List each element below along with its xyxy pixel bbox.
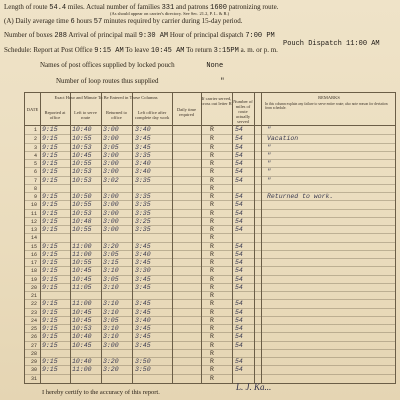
cell-remarks xyxy=(267,375,393,383)
cell-left: 10:55 xyxy=(72,160,92,167)
header-left-office: Left office after complete day work xyxy=(134,110,170,120)
cell-day: 13 xyxy=(30,227,37,233)
cell-left: 10:45 xyxy=(72,316,92,324)
cell-rr: R xyxy=(210,349,214,357)
cell-remarks: " xyxy=(267,168,271,176)
cell-day: 12 xyxy=(30,218,37,225)
cell-day: 25 xyxy=(30,326,37,332)
cell-left: 11:00 xyxy=(72,300,92,308)
cell-day: 6 xyxy=(33,169,37,176)
cell-mi: 54 xyxy=(235,143,243,151)
cell-left: 10:55 xyxy=(72,135,92,143)
cell-rep: 9:15 xyxy=(42,135,58,143)
cell-rr: R xyxy=(210,242,214,250)
cell-day: 24 xyxy=(30,317,37,324)
cell-mi: 54 xyxy=(235,126,243,133)
arrival-value: 9:30 AM xyxy=(138,32,169,40)
header-daily-time: Daily time required xyxy=(176,107,197,117)
cell-left: 10:53 xyxy=(72,176,92,184)
cell-remarks: Vacation xyxy=(267,135,299,143)
header-carrier-served: If carrier served, cross out letter R xyxy=(201,96,232,106)
cell-left: 10:55 xyxy=(72,259,92,266)
cell-off: 3:30 xyxy=(135,267,151,275)
cell-day: 4 xyxy=(33,152,37,159)
cell-rep: 9:15 xyxy=(42,333,58,341)
cell-off: 3:45 xyxy=(135,242,151,250)
miles-label: miles. Actual number of families xyxy=(67,3,160,11)
cell-rep: 9:15 xyxy=(42,283,58,291)
header-returned: Returned to office xyxy=(105,110,128,120)
cell-ret: 3:20 xyxy=(103,366,119,374)
cell-rep: 9:15 xyxy=(42,316,58,324)
daily-minutes: 57 xyxy=(93,18,103,26)
cell-mi: 54 xyxy=(235,341,243,349)
cell-rep: 9:15 xyxy=(42,160,58,167)
cell-rep: 9:15 xyxy=(42,341,58,349)
cell-rr: R xyxy=(210,176,214,184)
cell-off: 3:35 xyxy=(135,201,151,209)
cell-ret: 3:10 xyxy=(103,333,119,341)
cell-day: 1 xyxy=(33,127,37,133)
cell-day: 2 xyxy=(33,136,37,143)
cell-rep: 9:15 xyxy=(42,358,58,365)
cell-ret: 3:10 xyxy=(103,267,119,275)
cell-off: 3:50 xyxy=(135,358,151,365)
cell-off: 3:45 xyxy=(135,341,151,349)
boxes-value: 288 xyxy=(54,32,67,40)
line-boxes xyxy=(4,31,275,40)
cell-rr: R xyxy=(210,300,214,308)
cell-rep: 9:15 xyxy=(42,217,58,225)
cell-mi: 54 xyxy=(235,160,243,167)
cell-left: 10:55 xyxy=(72,201,92,209)
cell-off: 3:40 xyxy=(135,316,151,324)
cell-ret: 3:05 xyxy=(103,143,119,151)
cell-off: 3:45 xyxy=(135,283,151,291)
cell-rep: 9:15 xyxy=(42,193,58,200)
cell-mi: 54 xyxy=(235,250,243,258)
cell-left: 11:00 xyxy=(72,366,92,374)
cell-rr: R xyxy=(210,259,214,266)
cell-mi: 54 xyxy=(235,283,243,291)
header-left-serve: Left to serve route xyxy=(74,110,97,120)
cell-mi: 54 xyxy=(235,275,243,283)
cell-rr: R xyxy=(210,126,214,133)
pouch-value: None xyxy=(206,62,224,70)
cell-left: 10:53 xyxy=(72,168,92,176)
cell-mi: 54 xyxy=(235,193,243,200)
cell-rep: 9:15 xyxy=(42,250,58,258)
cell-left: 10:53 xyxy=(72,209,92,217)
cell-left: 10:40 xyxy=(72,358,92,365)
families-value: 331 xyxy=(161,4,175,12)
cell-off: 3:40 xyxy=(135,250,151,258)
header-date: DATE xyxy=(26,107,39,112)
cell-ret: 3:10 xyxy=(103,283,119,291)
cell-rr: R xyxy=(210,283,214,291)
cell-ret: 3:00 xyxy=(103,160,119,167)
cell-mi: 54 xyxy=(235,267,243,275)
daily-hours: 6 xyxy=(70,18,75,26)
cell-rr: R xyxy=(210,325,214,332)
cell-day: 11 xyxy=(30,210,37,217)
cell-remarks: " xyxy=(267,176,271,184)
header-remarks: REMARKS xyxy=(318,95,340,100)
cell-off: 3:45 xyxy=(135,333,151,341)
line-locked-pouch xyxy=(40,61,223,70)
cell-left: 10:50 xyxy=(72,193,92,200)
cell-rr: R xyxy=(210,267,214,275)
cell-day: 26 xyxy=(30,334,37,341)
cell-mi: 54 xyxy=(235,308,243,316)
cell-remarks: " xyxy=(267,126,271,133)
dispatch-value: 7:00 PM xyxy=(245,32,275,40)
cell-rr: R xyxy=(210,143,214,151)
cell-rr: R xyxy=(210,374,214,382)
table-row xyxy=(25,126,395,134)
cell-rr: R xyxy=(210,234,214,242)
cell-left: 11:00 xyxy=(72,250,92,258)
return-time: 3:15PM xyxy=(213,47,239,55)
cell-rep: 9:15 xyxy=(42,176,58,184)
cell-mi: 54 xyxy=(235,242,243,250)
cell-mi: 54 xyxy=(235,135,243,143)
cell-mi: 54 xyxy=(235,366,243,374)
length-label: Length of route xyxy=(4,3,48,11)
cell-rr: R xyxy=(210,151,214,159)
cell-ret: 3:10 xyxy=(103,308,119,316)
cell-ret: 3:00 xyxy=(103,135,119,143)
cell-off: 3:45 xyxy=(135,275,151,283)
cell-left: 10:53 xyxy=(72,325,92,332)
cell-remarks: " xyxy=(267,143,271,151)
leave-label: To leave xyxy=(125,46,150,54)
cell-rr: R xyxy=(210,275,214,283)
cell-off: 3:45 xyxy=(135,135,151,143)
cell-day: 16 xyxy=(30,251,37,258)
cell-day: 18 xyxy=(30,268,37,275)
cell-left: 10:48 xyxy=(72,217,92,225)
cell-rep: 9:15 xyxy=(42,325,58,332)
cell-rep: 9:15 xyxy=(42,201,58,209)
cell-day: 22 xyxy=(30,301,37,308)
cell-ret: 3:00 xyxy=(103,168,119,176)
cell-mi: 54 xyxy=(235,201,243,209)
families-footnote: (As should appear on carrier's directory. See Sec. 21.2, P. L. & R.) xyxy=(110,11,230,16)
cell-rr: R xyxy=(210,341,214,349)
cell-day: 3 xyxy=(33,144,37,151)
line-loop-routes xyxy=(56,77,224,86)
report-time: 9:15 AM xyxy=(94,47,124,55)
cell-ret: 3:00 xyxy=(103,126,119,133)
cell-rep: 9:15 xyxy=(42,275,58,283)
cell-left: 10:45 xyxy=(72,275,92,283)
patronizing-label: patronizing route. xyxy=(228,3,279,11)
header-miles: Number of miles of route actually served xyxy=(233,99,253,124)
cell-rr: R xyxy=(210,160,214,167)
cell-rr: R xyxy=(210,226,214,233)
cell-rep: 9:15 xyxy=(42,308,58,316)
cell-mi: 54 xyxy=(235,358,243,365)
cell-day: 14 xyxy=(30,235,37,242)
minutes-label: minutes required by carrier during 15-day period. xyxy=(103,17,243,25)
cell-mi: 54 xyxy=(235,209,243,217)
cell-day: 30 xyxy=(30,367,37,374)
loop-label: Number of loop routes thus supplied xyxy=(56,77,159,85)
cell-rr: R xyxy=(210,333,214,341)
cell-ret: 3:05 xyxy=(103,250,119,258)
cell-rr: R xyxy=(210,366,214,374)
cell-day: 21 xyxy=(30,293,37,299)
cell-mi: 54 xyxy=(235,168,243,176)
cell-rr: R xyxy=(210,358,214,365)
cell-rr: R xyxy=(210,316,214,324)
cell-off: 3:40 xyxy=(135,160,151,167)
cell-off: 3:40 xyxy=(135,126,151,133)
cell-day: 8 xyxy=(33,185,37,192)
cell-mi: 54 xyxy=(235,300,243,308)
cell-mi: 54 xyxy=(235,226,243,233)
cell-rep: 9:15 xyxy=(42,242,58,250)
cell-rep xyxy=(42,375,70,383)
ampm-label: a. m. or p. m. xyxy=(240,46,278,54)
header-reported: Reported at office xyxy=(44,110,66,120)
cell-rr: R xyxy=(210,135,214,143)
schedule-label: Schedule: Report at Post Office xyxy=(4,46,93,54)
cell-off: 3:50 xyxy=(135,366,151,374)
cell-ret: 3:00 xyxy=(103,193,119,200)
cell-left: 10:55 xyxy=(72,226,92,233)
cell-off: 3:35 xyxy=(135,176,151,184)
cell-ret: 3:00 xyxy=(103,341,119,349)
cell-ret xyxy=(103,375,132,383)
cell-day: 17 xyxy=(30,260,37,266)
cell-rr: R xyxy=(210,184,214,192)
cell-left: 10:45 xyxy=(72,267,92,275)
cell-left: 10:40 xyxy=(72,333,92,341)
cell-left: 10:53 xyxy=(72,143,92,151)
dispatch-label: Hour of principal dispatch xyxy=(169,31,244,39)
cell-rr: R xyxy=(210,193,214,200)
leave-time: 10:45 AM xyxy=(150,47,185,55)
cell-ret: 3:00 xyxy=(103,201,119,209)
cell-off xyxy=(135,375,172,383)
cell-ret: 3:02 xyxy=(103,176,119,184)
cell-mi: 54 xyxy=(235,259,243,266)
cell-remarks: Returned to work. xyxy=(267,193,334,200)
cell-day: 31 xyxy=(30,375,37,382)
cell-mi: 54 xyxy=(235,325,243,332)
boxes-label: Number of boxes xyxy=(4,31,53,39)
cell-rep: 9:15 xyxy=(42,209,58,217)
cell-rr: R xyxy=(210,201,214,209)
cell-rep: 9:15 xyxy=(42,366,58,374)
cell-rep: 9:15 xyxy=(42,267,58,275)
cell-left: 10:45 xyxy=(72,341,92,349)
daily-record-table xyxy=(24,92,396,384)
return-label: To return xyxy=(186,46,212,54)
cell-rep: 9:15 xyxy=(42,226,58,233)
cell-left: 10:45 xyxy=(72,308,92,316)
cell-day: 19 xyxy=(30,276,37,283)
cell-day: 29 xyxy=(30,359,37,365)
cell-day: 7 xyxy=(33,177,37,184)
cell-day: 27 xyxy=(30,342,37,349)
cell-day: 10 xyxy=(30,202,37,209)
cell-ret: 3:10 xyxy=(103,325,119,332)
cell-rr: R xyxy=(210,209,214,217)
patrons-value: 1600 xyxy=(210,4,227,12)
cell-off: 3:45 xyxy=(135,143,151,151)
cell-ret: 3:00 xyxy=(103,209,119,217)
cell-rr: R xyxy=(210,250,214,258)
hours-label: hours xyxy=(76,17,92,25)
cell-mi: 54 xyxy=(235,151,243,159)
length-value: 54.4 xyxy=(49,4,67,12)
line-daily-average xyxy=(4,17,243,26)
loop-value: " xyxy=(220,78,225,86)
cell-day: 5 xyxy=(33,161,37,167)
cell-rr: R xyxy=(210,308,214,316)
cell-off: 3:45 xyxy=(135,300,151,308)
cell-left: 11:05 xyxy=(72,283,92,291)
cell-mi: 54 xyxy=(235,176,243,184)
cell-off: 3:45 xyxy=(135,308,151,316)
cell-rep: 9:15 xyxy=(42,300,58,308)
cell-mi: 54 xyxy=(235,316,243,324)
cell-day: 23 xyxy=(30,309,37,316)
table-row xyxy=(25,374,395,383)
cell-day: 20 xyxy=(30,284,37,291)
cell-left: 10:45 xyxy=(72,151,92,159)
cell-ret: 3:20 xyxy=(103,242,119,250)
cell-ret: 3:15 xyxy=(103,259,119,266)
pouch-label: Names of post offices supplied by locked pouch xyxy=(40,61,175,69)
cell-rr: R xyxy=(210,217,214,225)
cell-rep: 9:15 xyxy=(42,126,58,133)
cell-off: 3:35 xyxy=(135,151,151,159)
cell-rep: 9:15 xyxy=(42,168,58,176)
cell-off: 3:35 xyxy=(135,209,151,217)
cell-rr: R xyxy=(210,292,214,299)
cell-remarks: " xyxy=(267,151,271,159)
cell-remarks: " xyxy=(267,160,271,167)
cell-left: 10:40 xyxy=(72,126,92,133)
carrier-signature: L. J. Ka... xyxy=(236,382,272,392)
cell-rep: 9:15 xyxy=(42,259,58,266)
cell-ret: 3:10 xyxy=(103,300,119,308)
line-schedule xyxy=(4,46,278,55)
cell-rep: 9:15 xyxy=(42,151,58,159)
cell-rr: R xyxy=(210,168,214,176)
cell-left: 11:00 xyxy=(72,242,92,250)
cell-off: 3:45 xyxy=(135,325,151,332)
cell-ret: 3:00 xyxy=(103,226,119,233)
cell-ret: 3:20 xyxy=(103,358,119,365)
cell-off: 3:35 xyxy=(135,226,151,233)
cell-off: 3:35 xyxy=(135,193,151,200)
cell-day: 28 xyxy=(30,350,37,357)
cell-off: 3:45 xyxy=(135,259,151,266)
cell-mi: 54 xyxy=(235,333,243,341)
pouch-dispatch: Pouch Dispatch 11:00 AM xyxy=(283,40,380,48)
cell-ret: 3:00 xyxy=(103,151,119,159)
header-group: Exact Hour and Minute To Be Entered in These Columns xyxy=(54,95,158,100)
cell-ret: 3:05 xyxy=(103,316,119,324)
cell-ret: 3:05 xyxy=(103,275,119,283)
cell-mi: 54 xyxy=(235,217,243,225)
patrons-label: and patrons xyxy=(175,3,209,11)
arrival-label: Arrival of principal mail xyxy=(68,31,137,39)
cell-ret: 3:00 xyxy=(103,217,119,225)
cell-off: 3:40 xyxy=(135,168,151,176)
daily-label: (A) Daily average time xyxy=(4,17,69,25)
cell-rep: 9:15 xyxy=(42,143,58,151)
cell-day: 9 xyxy=(33,194,37,200)
certify-statement: I hereby certify to the accuracy of this report. xyxy=(42,389,160,396)
header-remarks-note: In this column explain any failure to serve entire route; also note reason for deviation from schedule. xyxy=(265,102,388,110)
cell-left xyxy=(72,375,101,383)
cell-off: 3:25 xyxy=(135,217,151,225)
cell-day: 15 xyxy=(30,243,37,250)
